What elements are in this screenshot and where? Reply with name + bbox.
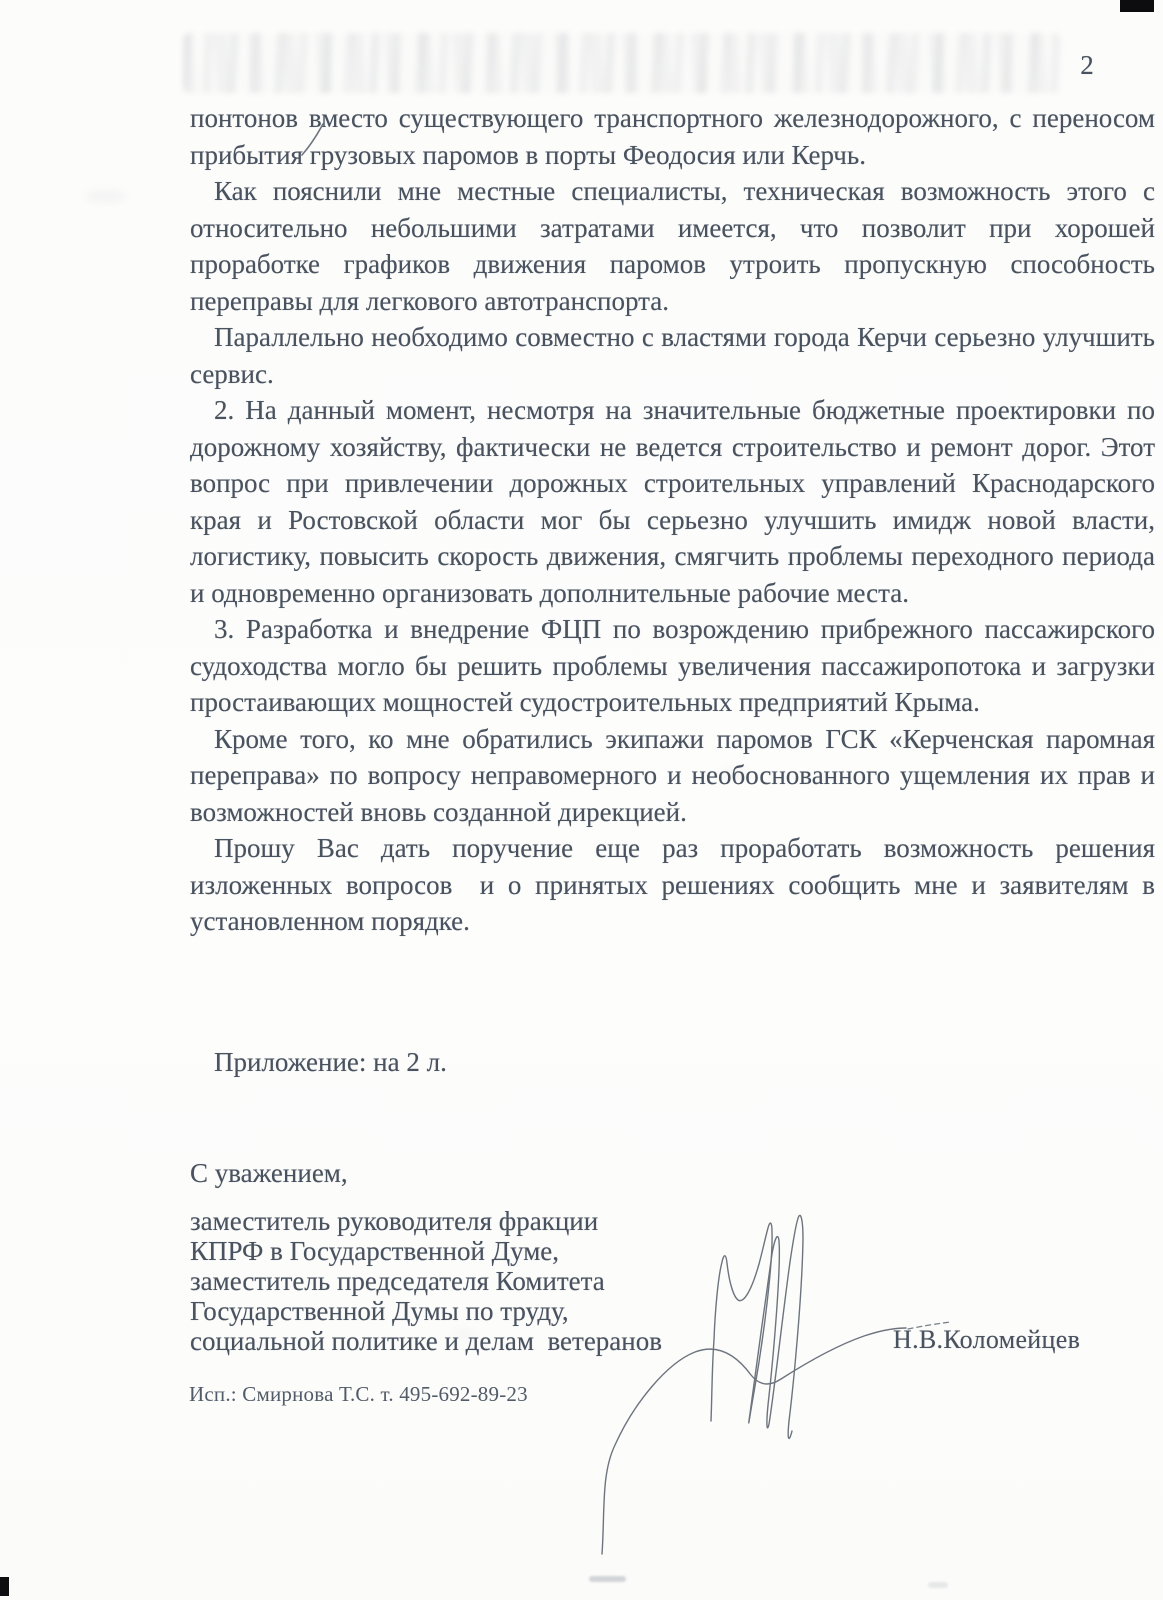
text-line: заместитель председателя Комитета bbox=[190, 1266, 605, 1296]
letter-body bbox=[190, 100, 1155, 940]
text-line: Государственной Думы по труду, bbox=[190, 1296, 569, 1326]
scan-artifact-bottom-dash bbox=[589, 1576, 626, 1582]
scan-bleedthrough-band bbox=[183, 33, 1061, 93]
text-line: 2. На данный момент, несмотря на значительные бюджетные проектировки по дорожному хозяйству, фактически не ведется строительство и ремонт дорог. Этот вопрос при привлечении дорожных строительных управлений Краснодарского края и Ростовской области мог бы серьезно улучшить имидж новой власти, логистику, повысить скорость движения, смягчить проблемы переходного периода и одновременно организовать дополнительные рабочие места. bbox=[190, 395, 1155, 608]
scan-smudge bbox=[85, 190, 127, 203]
scan-artifact-bottom-dash bbox=[928, 1582, 948, 1588]
executor-contact-line: Исп.: Смирнова Т.С. т. 495-692-89-23 bbox=[189, 1382, 528, 1406]
signer-title-block bbox=[190, 1206, 830, 1356]
text-line: заместитель руководителя фракции bbox=[190, 1206, 599, 1236]
signer-name: Н.В.Коломейцев bbox=[893, 1325, 1081, 1354]
scan-artifact-top-right bbox=[1120, 0, 1154, 12]
scan-artifact-bottom-left bbox=[0, 1577, 9, 1596]
text-line: Параллельно необходимо совместно с властями города Керчи серьезно улучшить сервис. bbox=[190, 322, 1155, 389]
text-line: 3. Разработка и внедрение ФЦП по возрождению прибрежного пассажирского судоходства могло бы решить проблемы увеличения пассажиропотока и загрузки простаивающих мощностей судостроительных предприятий Крыма. bbox=[190, 614, 1155, 717]
page-number: 2 bbox=[1080, 50, 1094, 80]
attachment-note: Приложение: на 2 л. bbox=[214, 1047, 447, 1077]
closing-salutation: С уважением, bbox=[190, 1158, 348, 1188]
signature-arch-stroke bbox=[602, 1328, 906, 1554]
text-line: понтонов вместо существующего транспортного железнодорожного, с переносом прибытия грузовых паромов в порты Феодосия или Керчь. bbox=[190, 103, 1155, 170]
text-line: Кроме того, ко мне обратились экипажи паромов ГСК «Керченская паромная переправа» по вопросу неправомерного и необоснованного ущемления их прав и возможностей вновь созданной дирекцией. bbox=[190, 723, 1155, 827]
text-line: социальной политике и делам ветеранов bbox=[190, 1326, 662, 1356]
text-line: Как пояснили мне местные специалисты, техническая возможность этого с относительно небольшими затратами имеется, что позволит при хорошей проработке графиков движения паромов утроить пропускную способность переправы для легкового автотранспорта. bbox=[190, 176, 1155, 316]
text-line: Прошу Вас дать поручение еще раз проработать возможность решения изложенных вопросов и о принятых решениях сообщить мне и заявителям в установленном порядке. bbox=[190, 833, 1155, 936]
text-line: КПРФ в Государственной Думе, bbox=[190, 1236, 560, 1266]
